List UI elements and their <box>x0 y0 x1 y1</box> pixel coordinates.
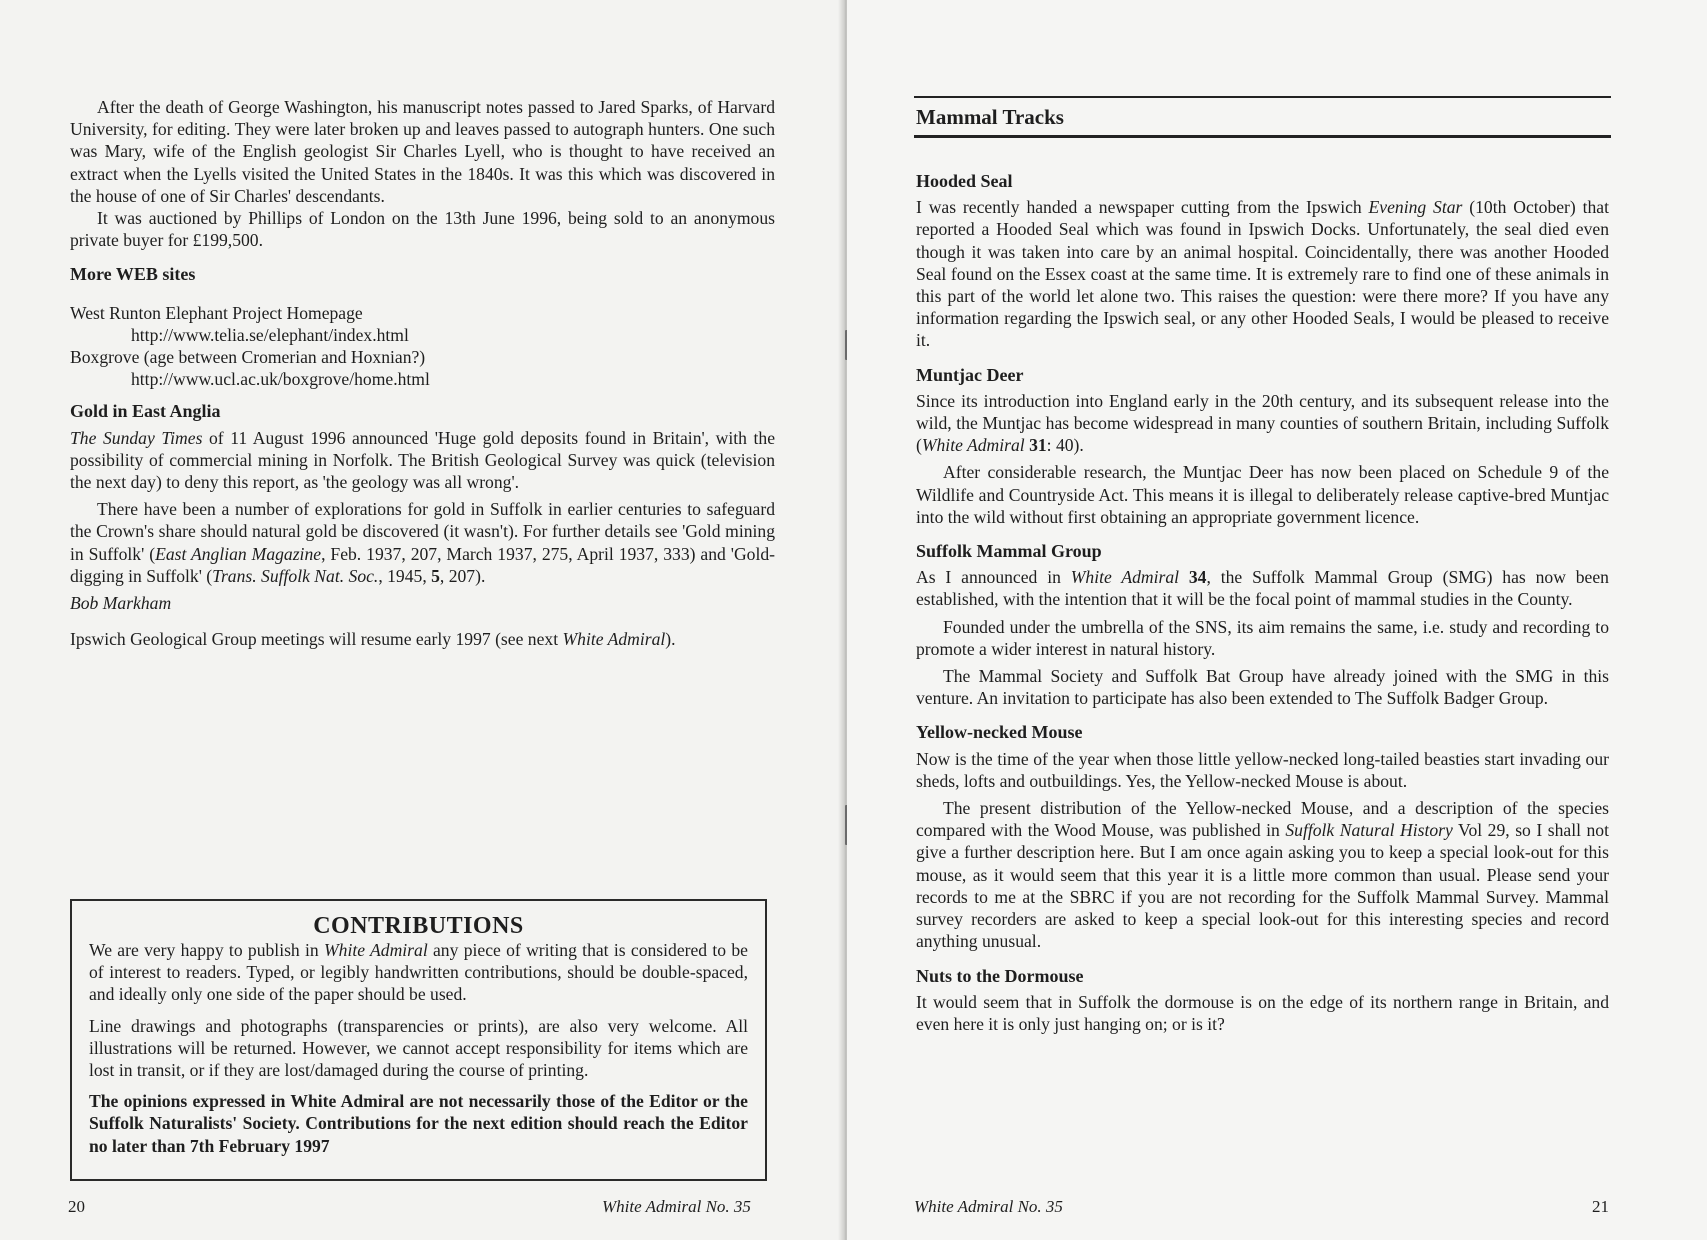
contributions-paragraph-3: The opinions expressed in White Admiral are not necessarily those of the Editor or the Suffolk Naturalists' Society. Contributions for the next edition should reach the Editor no later than 7th February 1997 <box>89 1091 748 1156</box>
right-page-number: 21 <box>1592 1197 1609 1216</box>
gold-author: Bob Markham <box>70 593 172 614</box>
dormouse-heading: Nuts to the Dormouse <box>916 965 1084 986</box>
contributions-paragraph-2: Line drawings and photographs (transparencies or prints), are also very welcome. All illustrations will be returned. However, we cannot accept responsibility for items which are lost in transit, or if they are lost/damaged during the course of printing. <box>89 1015 748 1081</box>
mammal-group-heading: Suffolk Mammal Group <box>916 541 1102 562</box>
right-column <box>916 170 1609 1035</box>
mammal-group-paragraph-1: As I announced in White Admiral 34, the Suffolk Mammal Group (SMG) has now been established, with the intention that it will be the focal point of mammal studies in the County. <box>916 567 1609 610</box>
gold-heading: Gold in East Anglia <box>70 401 221 422</box>
site1-name: West Runton Elephant Project Homepage <box>70 302 363 323</box>
left-page <box>0 0 845 1240</box>
section-title-bar <box>914 96 1611 138</box>
site1-url: http://www.telia.se/elephant/index.html <box>131 324 409 345</box>
contributions-paragraph-1: We are very happy to publish in White Admiral any piece of writing that is considered to be of interest to readers. Typed, or legibly handwritten contributions, should be double-spaced, and ideally only one side of the paper should be used. <box>89 940 748 1005</box>
muntjac-heading: Muntjac Deer <box>916 364 1024 385</box>
sunday-times-title: The Sunday Times <box>70 427 203 448</box>
right-running-title: White Admiral No. 35 <box>914 1197 1063 1216</box>
meetings-note: Ipswich Geological Group meetings will resume early 1997 (see next White Admiral). <box>70 629 676 650</box>
section-title: Mammal Tracks <box>916 105 1064 129</box>
left-running-title: White Admiral No. 35 <box>602 1197 751 1216</box>
contributions-title: CONTRIBUTIONS <box>313 913 524 939</box>
site2-name: Boxgrove (age between Cromerian and Hoxnian?) <box>70 347 426 368</box>
washington-paragraph-2: It was auctioned by Phillips of London on the 13th June 1996, being sold to an anonymous private buyer for £199,500. <box>70 208 775 251</box>
washington-paragraph-1: After the death of George Washington, his manuscript notes passed to Jared Sparks, of Harvard University, for editing. They were later broken up and leaves passed to autograph hunters. One such was Mary, wife of the English geologist Sir Charles Lyell, who is thought to have received an extract when the Lyells visited the United States in the 1840s. It was this which was discovered in the house of one of Sir Charles' descendants. <box>70 97 775 206</box>
dormouse-paragraph: It would seem that in Suffolk the dormouse is on the edge of its northern range in Britain, and even here it is only just hanging on; or is it? <box>916 991 1609 1034</box>
web-sites-heading: More WEB sites <box>70 264 196 285</box>
site2-url: http://www.ucl.ac.uk/boxgrove/home.html <box>131 369 430 390</box>
muntjac-paragraph-1: Since its introduction into England early in the 20th century, and its subsequent release into the wild, the Muntjac has become widespread in many counties of southern Britain, including Suffolk (White Admiral 31: 40). <box>916 390 1609 456</box>
mouse-paragraph-2: The present distribution of the Yellow-necked Mouse, and a description of the species compared with the Wood Mouse, was published in Suffolk Natural History Vol 29, so I shall not give a further description here. But I am once again asking you to keep a special look-out for this mouse, as it would seem that this year it is a little more common than usual. Please send your records to me at the SBRC if you are not recording for the Suffolk Mammal Survey. Mammal survey recorders are asked to keep a special look-out for this interesting species and record anything unusual. <box>916 798 1609 952</box>
muntjac-paragraph-2: After considerable research, the Muntjac Deer has now been placed on Schedule 9 of the Wildlife and Countryside Act. This means it is illegal to deliberately release captive-bred Muntjac into the wild without first obtaining an appropriate government licence. <box>916 462 1609 527</box>
mammal-group-paragraph-2: Founded under the umbrella of the SNS, its aim remains the same, i.e. study and recording to promote a wider interest in natural history. <box>916 616 1609 659</box>
gold-paragraph-2: There have been a number of explorations for gold in Suffolk in earlier centuries to safeguard the Crown's share should natural gold be discovered (it wasn't). For further details see 'Gold mining in Suffolk' (East Anglian Magazine, Feb. 1937, 207, March 1937, 275, April 1937, 333) and 'Gold-digging in Suffolk' (Trans. Suffolk Nat. Soc., 1945, 5, 207). <box>70 499 776 586</box>
left-page-number: 20 <box>68 1197 85 1216</box>
hooded-seal-heading: Hooded Seal <box>916 171 1013 191</box>
contributions-box <box>70 899 767 1181</box>
left-column <box>70 96 775 650</box>
hooded-seal-paragraph: I was recently handed a newspaper cutting from the Ipswich Evening Star (10th October) that reported a Hooded Seal which was found in Ipswich Docks. Unfortunately, the seal died even though it was taken into care by an animal hospital. Coincidentally, there was another Hooded Seal found on the Essex coast at the same time. It is extremely rare to find one of these animals in this part of the world let alone two. This raises the question: were there more? If you have any information regarding the Ipswich seal, or any other Hooded Seals, I would be pleased to receive it. <box>916 197 1610 351</box>
gold-paragraph-1: The Sunday Times of 11 August 1996 announced 'Huge gold deposits found in Britain', with the possibility of commercial mining in Norfolk. The British Geological Survey was quick (television the next day) to deny this report, as 'the geology was all wrong'. <box>70 427 775 493</box>
mouse-heading: Yellow-necked Mouse <box>916 722 1083 743</box>
mammal-group-paragraph-3: The Mammal Society and Suffolk Bat Group have already joined with the SMG in this venture. An invitation to participate has also been extended to The Suffolk Badger Group. <box>916 666 1609 709</box>
mouse-paragraph-1: Now is the time of the year when those little yellow-necked long-tailed beasties start invading our sheds, lofts and outbuildings. Yes, the Yellow-necked Mouse is about. <box>916 748 1609 791</box>
